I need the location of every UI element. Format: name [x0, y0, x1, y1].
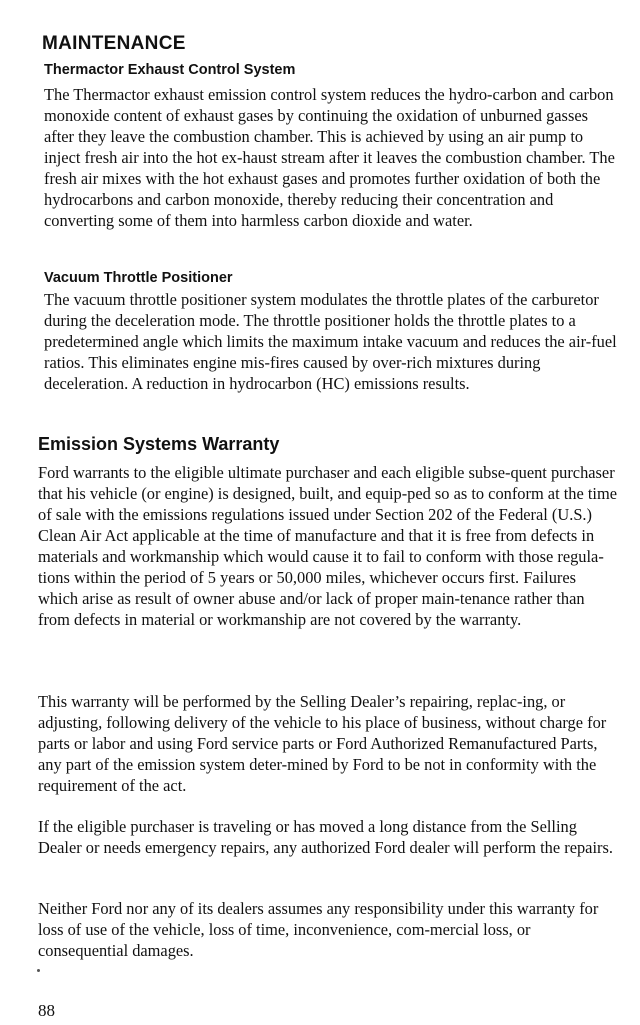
warranty-heading: Emission Systems Warranty: [38, 434, 280, 454]
warranty-paragraph-4: Neither Ford nor any of its dealers assumes any responsibility under this warranty for loss of use of the vehicle, loss of time, inconvenience, com-mercial loss, or consequential damages.: [38, 899, 599, 960]
section-title: MAINTENANCE: [42, 33, 186, 54]
warranty-paragraph-2: This warranty will be performed by the Selling Dealer’s repairing, replac-ing, or adjusting, following delivery of the vehicle to his place of business, without charge for parts or labor and using Ford service parts or Ford Authorized Remanufactured Parts, any part of the emission system deter-mined by Ford to be not in conformity with the requirement of the act.: [38, 692, 607, 795]
stray-dot: [37, 969, 40, 972]
vacuum-throttle-heading: Vacuum Throttle Positioner: [44, 270, 233, 286]
thermactor-heading: Thermactor Exhaust Control System: [44, 62, 296, 78]
warranty-paragraph-3: If the eligible purchaser is traveling or has moved a long distance from the Selling Dealer or needs emergency repairs, any authorized Ford dealer will perform the repairs.: [38, 817, 613, 857]
warranty-paragraph-1: Ford warrants to the eligible ultimate purchaser and each eligible subse-quent purchaser that his vehicle (or engine) is designed, built, and equip-ped so as to conform at the time of sale with the emissions regulations issued under Section 202 of the Federal (U.S.) Clean Air Act applicable at the time of manufacture and that it is free from defects in materials and workmanship which would cause it to fail to conform with those regula-tions within the period of 5 years or 50,000 miles, whichever occurs first. Failures which arise as result of owner abuse and/or lack of proper main-tenance rather than from defects in material or workmanship are not covered by the warranty.: [38, 463, 617, 629]
page-number: 88: [38, 1001, 55, 1020]
thermactor-paragraph: The Thermactor exhaust emission control system reduces the hydro-carbon and carbon monoxide content of exhaust gases by continuing the oxidation of unburned gasses after they leave the combustion chamber. This is achieved by using an air pump to inject fresh air into the hot ex-haust stream after it leaves the combustion chamber. The fresh air mixes with the hot exhaust gases and promotes further oxidation of both the hydrocarbons and carbon monoxide, thereby reducing their concentration and converting some of them into harmless carbon dioxide and water.: [44, 85, 615, 230]
vacuum-throttle-paragraph: The vacuum throttle positioner system modulates the throttle plates of the carburetor during the deceleration mode. The throttle positioner holds the throttle plates to a predetermined angle which limits the maximum intake vacuum and reduces the air-fuel ratios. This eliminates engine mis-fires caused by over-rich mixtures during deceleration. A reduction in hydrocarbon (HC) emissions results.: [44, 290, 617, 393]
